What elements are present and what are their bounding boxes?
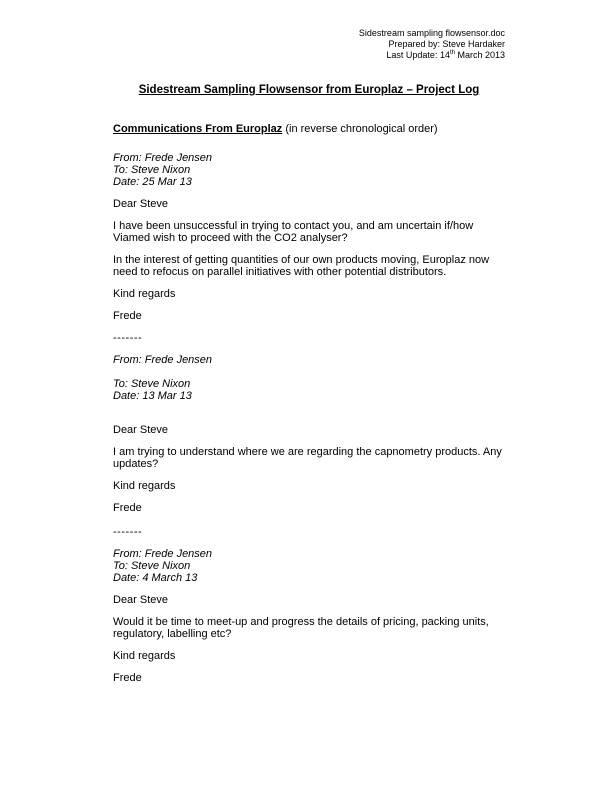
- email-from: From: Frede Jensen: [113, 152, 213, 164]
- email-closing: Kind regards: [113, 288, 176, 300]
- email-block: [113, 152, 505, 344]
- email-signature: Frede: [113, 672, 142, 684]
- page-title-text: Sidestream Sampling Flowsensor from Europlaz – Project Log: [138, 84, 480, 96]
- last-update-suffix: March 2013: [454, 50, 505, 60]
- email-date: Date: 25 Mar 13: [113, 176, 192, 188]
- email-block: [113, 354, 505, 538]
- section-heading: [113, 123, 505, 136]
- doc-last-update: [113, 50, 505, 61]
- email-greeting: Dear Steve: [113, 594, 169, 606]
- last-update-ordinal: th: [449, 50, 455, 56]
- email-paragraph: In the interest of getting quantities of our own products moving, Europlaz now need to refocus on parallel initiatives with other potential distributors.: [113, 254, 490, 278]
- last-update-prefix: Last Update: 14: [386, 50, 450, 60]
- document-header: [113, 28, 505, 61]
- email-closing: Kind regards: [113, 650, 176, 662]
- doc-filename: Sidestream sampling flowsensor.doc: [358, 28, 505, 38]
- email-paragraph: I am trying to understand where we are regarding the capnometry products. Any updates?: [113, 446, 502, 470]
- email-from: From: Frede Jensen: [113, 548, 213, 560]
- email-meta: [113, 354, 505, 402]
- email-date: Date: 4 March 13: [113, 572, 198, 584]
- page-title: [113, 83, 505, 97]
- email-signature: Frede: [113, 310, 142, 322]
- email-paragraph: Would it be time to meet-up and progress the details of pricing, packing units, regulatory, labelling etc?: [113, 616, 489, 640]
- email-to: To: Steve Nixon: [113, 560, 191, 572]
- doc-prepared-by: Prepared by: Steve Hardaker: [388, 39, 505, 49]
- email-to: To: Steve Nixon: [113, 164, 191, 176]
- email-greeting: Dear Steve: [113, 198, 169, 210]
- email-block: [113, 548, 505, 684]
- email-closing: Kind regards: [113, 480, 176, 492]
- email-date: Date: 13 Mar 13: [113, 390, 192, 402]
- email-greeting: Dear Steve: [113, 424, 169, 436]
- email-meta: [113, 548, 505, 584]
- email-separator: -------: [113, 526, 143, 538]
- email-separator: -------: [113, 332, 143, 344]
- email-paragraph: I have been unsuccessful in trying to contact you, and am uncertain if/how Viamed wish to proceed with the CO2 analyser?: [113, 220, 474, 244]
- email-to: To: Steve Nixon: [113, 378, 191, 390]
- email-from: From: Frede Jensen: [113, 354, 213, 366]
- email-meta: [113, 152, 505, 188]
- section-heading-text: Communications From Europlaz: [113, 123, 283, 135]
- section-heading-note: (in reverse chronological order): [282, 123, 438, 135]
- email-signature: Frede: [113, 502, 142, 514]
